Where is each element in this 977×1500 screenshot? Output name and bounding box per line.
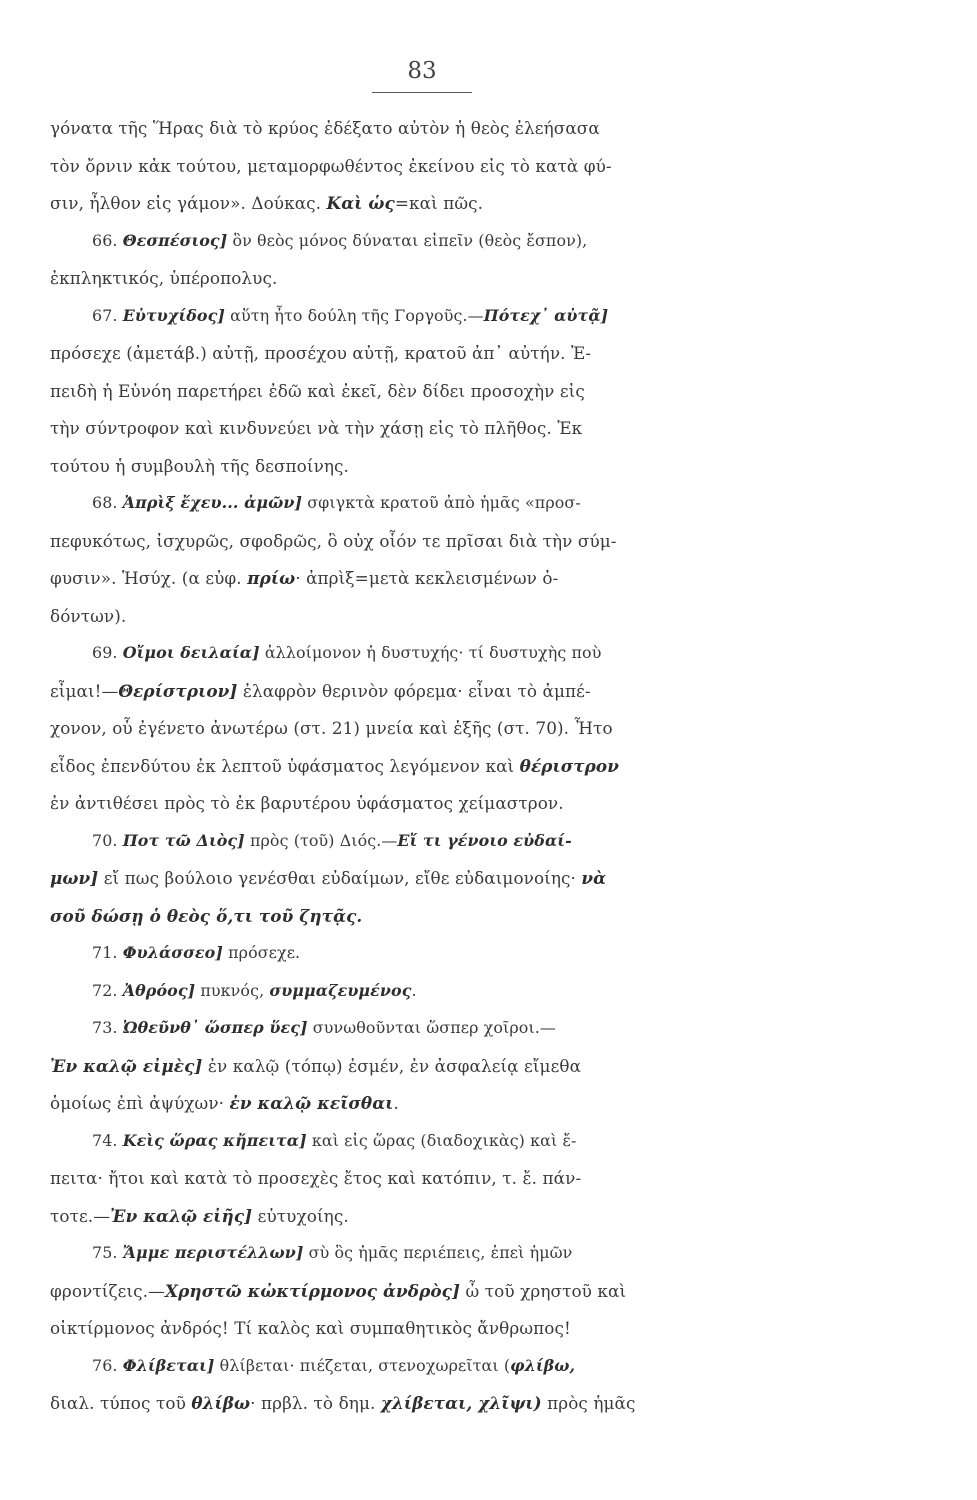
lemma-text: Εἴ τι γένοιο εὐδαί- (397, 830, 572, 850)
lemma-text: θλίβω (191, 1393, 251, 1413)
lemma-text: θέριστρον (519, 755, 619, 776)
gloss-text: ἐλαφρὸν θερινὸν φόρεμα· εἶναι τὸ ἀμπέ- (237, 680, 591, 701)
gloss-text: . (411, 980, 417, 1000)
text-line (0, 783, 977, 823)
text-line (0, 971, 977, 1011)
gloss-text: πειτα· ἤτοι καὶ κατὰ τὸ προσεχὲς ἔτος καὶ κατόπιν, τ. ἔ. πάν- (50, 1168, 582, 1188)
gloss-text: σὺ ὃς ἡμᾶς περιέπεις, ἐπεὶ ἡμῶν (303, 1243, 573, 1262)
gloss-text: φυσιν». Ἡσύχ. (α εὐφ. (50, 568, 248, 588)
gloss-text: πρόσεχε (ἀμετάβ.) αὐτῇ, προσέχου αὐτῇ, κρατοῦ ἀπ᾽ αὐτήν. Ἐ- (50, 343, 592, 363)
text-line (0, 896, 977, 936)
text-line (0, 1046, 977, 1086)
lemma-text: Ἀπρὶξ ἔχευ... ἀμῶν] (122, 493, 303, 512)
lemma-text: Οἴμοι δειλαία] (122, 643, 260, 662)
text-line (0, 296, 977, 336)
lemma-text: Θερίστριον] (118, 680, 238, 701)
text-line (0, 1196, 977, 1236)
gloss-text: εἴ πως βούλοιο γενέσθαι εὐδαίμων, εἴθε εὐδαιμονοίης· (98, 868, 582, 888)
gloss-text: πρόσεχε. (222, 943, 301, 962)
lemma-text: Ἐν καλῷ εἰμὲς] (50, 1055, 203, 1076)
lemma-text: Ἄμμε περιστέλλων] (122, 1243, 304, 1262)
lemma-text: Θεσπέσιος] (122, 230, 228, 250)
lemma-text: πρίω (247, 568, 296, 588)
text-line (0, 108, 977, 148)
text-line (0, 558, 977, 598)
text-line (0, 933, 977, 973)
gloss-text: ἐκπληκτικός, ὑπέροπολυς. (50, 268, 278, 288)
text-line (0, 596, 977, 636)
gloss-text: τὸν ὄρνιν κἀκ τούτου, μεταμορφωθέντος ἐκείνου εἰς τὸ κατὰ φύ- (50, 155, 612, 176)
text-line (0, 1233, 977, 1273)
gloss-text: ὃν θεὸς μόνος δύναται εἰπεῖν (θεὸς ἔσπον), (227, 230, 588, 250)
text-line (0, 483, 977, 523)
lemma-text: Κεὶς ὥρας κἤπειτα] (122, 1130, 307, 1150)
page-number-rule (372, 92, 472, 93)
text-line (0, 146, 977, 186)
gloss-text: σιν, ἦλθον εἰς γάμον». Δούκας. (50, 193, 327, 213)
text-line (0, 858, 977, 898)
gloss-text: εἶδος ἐπενδύτου ἐκ λεπτοῦ ὑφάσματος λεγόμενον καὶ (50, 755, 520, 776)
gloss-text: θλίβεται· πιέζεται, στενοχωρεῖται ( (214, 1355, 511, 1375)
text-line (0, 371, 977, 411)
lemma-text: μων] (50, 868, 99, 888)
gloss-text: φροντίζεις.— (50, 1280, 165, 1301)
lemma-text: Ἐν καλῷ εἰῆς] (110, 1205, 253, 1226)
gloss-text: αὕτη ἦτο δούλη τῆς Γοργοῦς.— (225, 305, 484, 325)
gloss-text: 76. (92, 1355, 123, 1375)
gloss-text: εὐτυχοίης. (252, 1205, 349, 1226)
gloss-text: ὁμοίως ἐπὶ ἀψύχων· (50, 1093, 230, 1113)
lemma-text: Χρηστῶ κὠκτίρμονος ἀνδρὸς] (164, 1280, 461, 1301)
gloss-text: ἐν καλῷ (τόπῳ) ἐσμέν, ἐν ἀσφαλείᾳ εἴμεθα (202, 1055, 582, 1076)
gloss-text: 70. (92, 830, 123, 850)
text-line (0, 1308, 977, 1348)
lemma-text: χλίβεται, χλῖψι) (380, 1393, 542, 1413)
text-line (0, 1158, 977, 1198)
gloss-text: · ἀπρὶξ=μετὰ κεκλεισμένων ὀ- (295, 568, 559, 588)
text-line (0, 183, 977, 223)
gloss-text: 71. (92, 943, 123, 962)
gloss-text: · πρβλ. τὸ δημ. (250, 1393, 381, 1413)
gloss-text: οἰκτίρμονος ἀνδρός! Τί καλὸς καὶ συμπαθητικὸς ἄνθρωπος! (50, 1318, 571, 1338)
gloss-text: 69. (92, 643, 123, 662)
text-line (0, 521, 977, 561)
page-number: 83 (407, 58, 437, 84)
lemma-text: σοῦ δώσῃ ὁ θεὸς ὅ,τι τοῦ ζητᾷς. (50, 905, 363, 926)
gloss-text: χονον, οὗ ἐγένετο ἀνωτέρω (στ. 21) μνεία καὶ ἑξῆς (στ. 70). Ἦτο (50, 718, 613, 738)
gloss-text: τοτε.— (50, 1205, 111, 1226)
gloss-text: 68. (92, 493, 123, 512)
text-line (0, 821, 977, 861)
lemma-text: Εὐτυχίδος] (122, 305, 225, 325)
gloss-text: 72. (92, 980, 123, 1000)
gloss-text: πειδὴ ἡ Εὐνόη παρετήρει ἐδῶ καὶ ἐκεῖ, δὲν δίδει προσοχὴν εἰς (50, 380, 585, 401)
text-line (0, 633, 977, 673)
text-line (0, 1008, 977, 1048)
gloss-text: 73. (92, 1018, 123, 1037)
lemma-text: Ἀθρόος] (122, 980, 196, 1000)
text-line (0, 1346, 977, 1386)
text-line (0, 1383, 977, 1423)
text-line (0, 333, 977, 373)
gloss-text: πυκνός, (195, 980, 270, 1000)
text-line (0, 671, 977, 711)
gloss-text: ἀλλοίμονον ἡ δυστυχής· τί δυστυχὴς ποὺ (259, 643, 602, 662)
lemma-text: Ποτ τῶ Διὸς] (122, 830, 245, 850)
lemma-text: ἐν καλῷ κεῖσθαι (229, 1093, 394, 1113)
text-line (0, 1121, 977, 1161)
gloss-text: 66. (92, 230, 123, 250)
gloss-text: . (393, 1093, 399, 1113)
gloss-text: πρὸς ἡμᾶς (541, 1393, 636, 1413)
text-line (0, 1083, 977, 1123)
gloss-text: 74. (92, 1130, 123, 1150)
gloss-text: 75. (92, 1243, 123, 1262)
gloss-text: ὦ τοῦ χρηστοῦ καὶ (460, 1280, 627, 1301)
lemma-text: Καὶ ὡς (326, 193, 395, 213)
gloss-text: τούτου ἡ συμβουλὴ τῆς δεσποίνης. (50, 455, 349, 476)
gloss-text: =καὶ πῶς. (394, 193, 484, 213)
gloss-text: καὶ εἰς ὥρας (διαδοχικὰς) καὶ ἔ- (306, 1130, 577, 1150)
gloss-text: πεφυκότως, ἰσχυρῶς, σφοδρῶς, ὃ οὐχ οἷόν τε πρῖσαι διὰ τὴν σύμ- (50, 530, 617, 551)
text-line (0, 221, 977, 261)
gloss-text: συνωθοῦνται ὥσπερ χοῖροι.— (307, 1018, 556, 1037)
gloss-text: πρὸς (τοῦ) Διός.— (244, 830, 398, 850)
lemma-text: Πότεχ᾽ αὐτᾷ] (483, 305, 609, 325)
gloss-text: 67. (92, 305, 123, 325)
gloss-text: ἐν ἀντιθέσει πρὸς τὸ ἐκ βαρυτέρου ὑφάσματος χείμαστρον. (50, 793, 564, 813)
text-line (0, 746, 977, 786)
lemma-text: συμμαζευμένος (269, 980, 412, 1000)
gloss-text: εἶμαι!— (50, 680, 119, 701)
lemma-text: Ὠθεῦνθ᾽ ὥσπερ ὕες] (122, 1018, 308, 1037)
text-line (0, 708, 977, 748)
text-line (0, 408, 977, 448)
lemma-text: φλίβω, (510, 1355, 576, 1375)
text-line (0, 258, 977, 298)
gloss-text: γόνατα τῆς Ἥρας διὰ τὸ κρύος ἐδέξατο αὐτὸν ἡ θεὸς ἐλεήσασα (50, 118, 600, 138)
text-line (0, 446, 977, 486)
lemma-text: νὰ (581, 868, 607, 888)
lemma-text: Φυλάσσεο] (122, 943, 223, 962)
gloss-text: σφιγκτὰ κρατοῦ ἀπὸ ἡμᾶς «προσ- (302, 493, 581, 512)
gloss-text: δόντων). (50, 605, 127, 626)
gloss-text: διαλ. τύπος τοῦ (50, 1393, 192, 1413)
gloss-text: τὴν σύντροφον καὶ κινδυνεύει νὰ τὴν χάσῃ εἰς τὸ πλῆθος. Ἐκ (50, 418, 583, 438)
lemma-text: Φλίβεται] (122, 1355, 215, 1375)
text-line (0, 1271, 977, 1311)
